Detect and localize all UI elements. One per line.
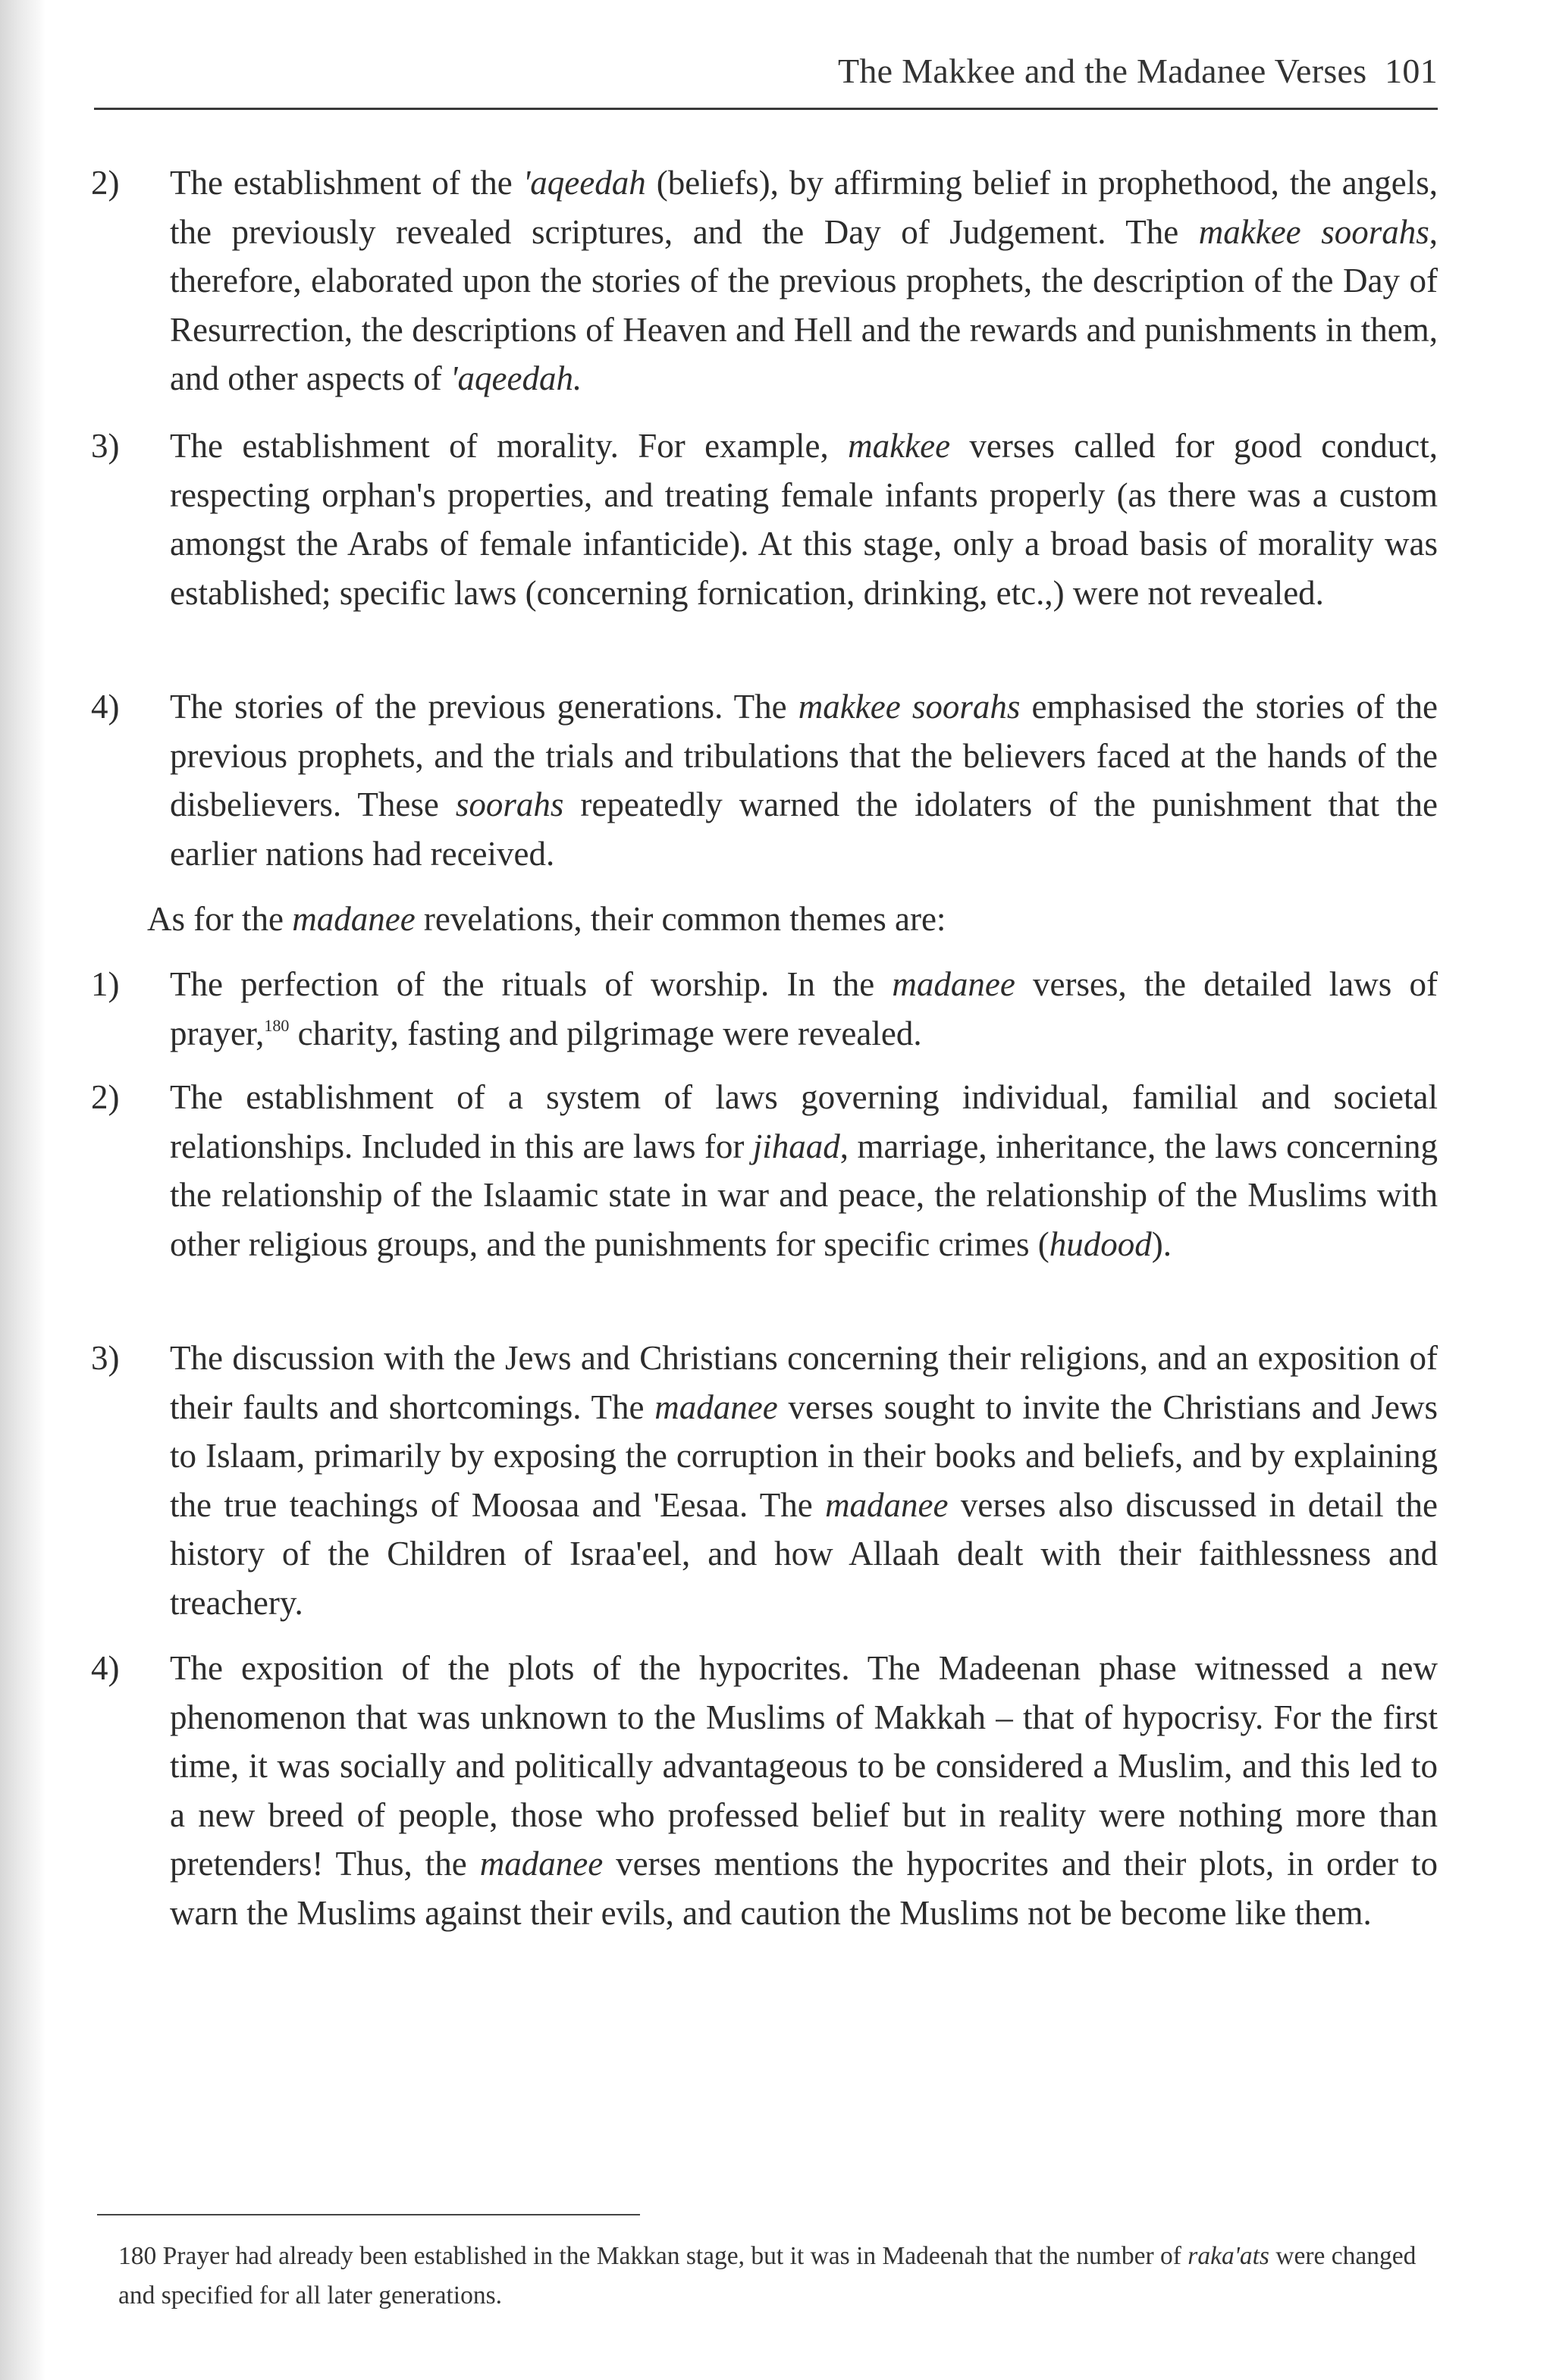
item-text: The establishment of the — [170, 164, 523, 202]
footnote-rule — [97, 2214, 640, 2215]
item-italic-term: 'aqeedah — [522, 164, 646, 202]
item-text: The exposition of the plots of the hypocrites. The Madeenan phase witnessed a new phenomenon that was unknown to the Muslims of Makkah – that of hypocrisy. For the first time, it was socially and politically advantageous to be considered a Muslim, and this led to a new breed of people, those who professed belief but in reality were nothing more than pretenders! Thus, the — [170, 1649, 1438, 1883]
intro-text: As for the — [147, 900, 293, 938]
item-text: verses called for good conduct, respecting orphan's properties, and treating female infants properly (as there was a custom amongst the Arabs of female infanticide). At this stage, only a broad basis of morality was established; specific laws (concerning fornication, drinking, etc.,) were not revealed. — [170, 427, 1438, 612]
madanee-item-4 — [91, 1644, 1438, 1938]
footnote-number: 180 — [118, 2242, 157, 2270]
item-italic-term: madanee — [479, 1845, 604, 1883]
item-text: The perfection of the rituals of worship. In the — [170, 965, 893, 1003]
item-text: The establishment of morality. For example, — [170, 427, 849, 465]
footnote-italic-term: raka'ats — [1187, 2242, 1269, 2270]
item-number: 2) — [91, 1078, 120, 1116]
item-italic-term: madanee — [825, 1485, 949, 1524]
running-title: The Makkee and the Madanee Verses — [837, 52, 1367, 90]
footnote-text: were changed and specified for all later generations. — [118, 2242, 1417, 2309]
page-number: 101 — [1385, 52, 1438, 90]
intro-text: revelations, their common themes are: — [415, 900, 946, 938]
item-text: ). — [1151, 1224, 1172, 1263]
item-number: 4) — [91, 688, 120, 726]
item-italic-term: soorahs — [455, 785, 564, 824]
makkee-item-3 — [91, 422, 1438, 617]
madanee-item-2 — [91, 1073, 1438, 1268]
makkee-item-2 — [91, 158, 1438, 403]
madanee-intro — [147, 895, 1438, 944]
footnote-180 — [118, 2237, 1438, 2316]
item-italic-term: jihaad — [752, 1127, 840, 1165]
item-text: verses sought to invite the Christians and Jews to Islaam, primarily by exposing the corruption in their books and beliefs, and by explaining the true teachings of Moosaa and 'Eesaa. The — [170, 1388, 1438, 1524]
running-header — [758, 49, 1438, 94]
item-text: The stories of the previous generations. The — [170, 688, 798, 726]
intro-italic-term: madanee — [292, 900, 416, 938]
item-text: charity, fasting and pilgrimage were revealed. — [289, 1014, 922, 1052]
madanee-item-1 — [91, 960, 1438, 1058]
item-text: (beliefs), by affirming belief in prophethood, the angels, the previously revealed scriptures, and the Day of Judgement. The — [170, 164, 1438, 251]
item-number: 2) — [91, 164, 120, 202]
item-text: verses mentions the hypocrites and their plots, in order to warn the Muslims against their evils, and caution the Muslims not be become like them. — [170, 1845, 1438, 1932]
item-italic-term: makkee soorahs — [1198, 212, 1429, 251]
header-rule — [94, 108, 1438, 110]
item-italic-term: madanee — [892, 965, 1015, 1003]
item-text: The discussion with the Jews and Christians concerning their religions, and an exposition of their faults and shortcomings. The — [170, 1339, 1438, 1426]
item-italic-term: makkee soorahs — [798, 688, 1021, 726]
item-italic-term: 'aqeedah. — [450, 359, 582, 398]
footnote-text: Prayer had already been established in the Makkan stage, but it was in Madeenah that the number of — [156, 2242, 1188, 2270]
item-italic-term: madanee — [654, 1388, 778, 1426]
makkee-item-4 — [91, 682, 1438, 878]
page-binding-shadow — [0, 0, 45, 2380]
item-text: repeatedly warned the idolaters of the punishment that the earlier nations had received. — [170, 785, 1438, 873]
item-text: The establishment of a system of laws governing individual, familial and societal relationships. Included in this are laws for — [170, 1078, 1438, 1165]
item-number: 3) — [91, 427, 120, 465]
item-text: verses, the detailed laws of prayer, — [170, 965, 1438, 1052]
item-text: , marriage, inheritance, the laws concerning the relationship of the Islaamic state in war and peace, the relationship of the Muslims with other religious groups, and the punishments for specific crimes ( — [170, 1127, 1438, 1263]
item-italic-term: hudood — [1049, 1224, 1152, 1263]
footnote-reference[interactable]: 180 — [264, 1015, 290, 1035]
item-italic-term: makkee — [848, 427, 951, 465]
item-number: 1) — [91, 965, 120, 1003]
item-number: 3) — [91, 1339, 120, 1377]
item-text: verses also discussed in detail the history of the Children of Israa'eel, and how Allaah dealt with their faithlessness and treachery. — [170, 1485, 1438, 1622]
item-text: , therefore, elaborated upon the stories of the previous prophets, the description of the Day of Resurrection, the descriptions of Heaven and Hell and the rewards and punishments in them, and other aspects of — [170, 212, 1438, 398]
item-number: 4) — [91, 1649, 120, 1687]
item-text: emphasised the stories of the previous prophets, and the trials and tribulations that the believers faced at the hands of the disbelievers. These — [170, 688, 1438, 824]
madanee-item-3 — [91, 1334, 1438, 1628]
